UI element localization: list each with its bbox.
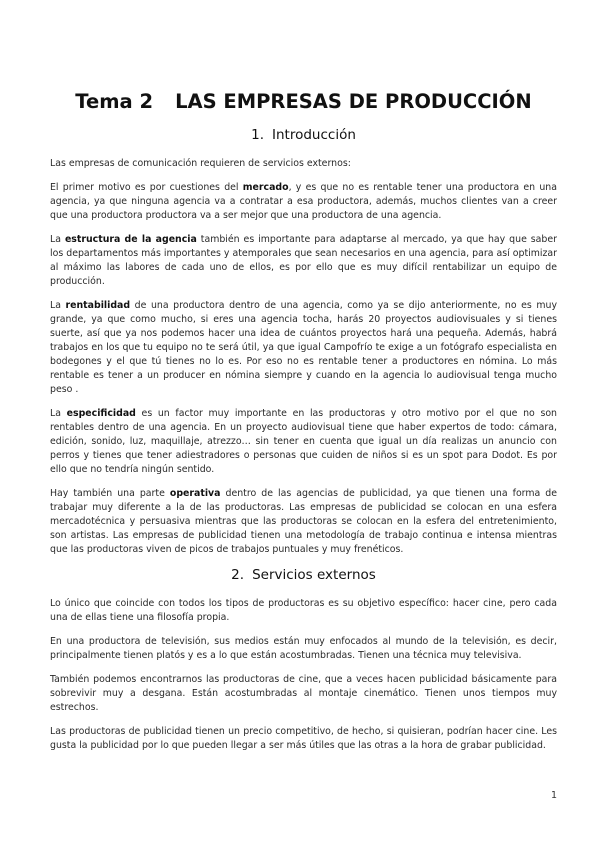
bold-term: mercado xyxy=(242,182,289,193)
text-run: dentro de las agencias de publicidad, ya que tienen una forma de trabajar muy diferente a la de las productoras. Las empresas de publicidad se colocan en una esfera mercadotécnica y persuasiva mientras que las productoras se colocan en la esfera del entretenimiento, son artistas. Las empresas de publicidad tienen una metodología de trabajo continua e intensa mientras que las productoras viven de picos de trabajos puntuales y muy frenéticos. xyxy=(50,488,557,555)
section-title: Servicios externos xyxy=(252,567,376,583)
section-number: 2. xyxy=(231,567,245,583)
text-run: Hay también una parte xyxy=(50,488,170,499)
text-run: es un factor muy importante en las productoras y otro motivo por el que no son rentables dentro de una agencia. En un proyecto audiovisual tiene que haber expertos de todo: cámara, edición, sonido, luz, maquillaje, atrezzo… sin tener en cuenta que igual un día realizas un anuncio con perros y tienes que tener adiestradores o personas que cuiden de niños si es un spot para Dodot. Es por ello que no tendría ningún sentido. xyxy=(50,408,558,475)
paragraph: Las empresas de comunicación requieren de servicios externos: xyxy=(50,158,351,169)
document-title xyxy=(50,90,557,113)
paragraph-mercado xyxy=(50,181,557,223)
text-run: El primer motivo es por cuestiones del xyxy=(50,182,243,193)
page-number: 1 xyxy=(551,790,558,801)
section-title: Introducción xyxy=(272,127,356,143)
title-number: Tema 2 xyxy=(75,90,154,113)
section-heading-introduccion xyxy=(50,127,557,143)
text-run: de una productora dentro de una agencia, como ya se dijo anteriormente, no es muy grande, ya que como mucho, si eres una agencia tocha, harás 20 proyectos audiovisuales y si tienes suerte, así que ya nos podemos hacer una idea de cuántos proyectos hará una pequeña. Además, habrá trabajos en los que tu equipo no te será útil, ya que igual Campofrío te exige a un fotógrafo especialista en bodegones y el que tú tienes no lo es. Por eso no es rentable tener a productores en nómina. Lo más rentable es tener a un producer en nómina siempre y cuando en la agencia lo audiovisual tenga mucho peso . xyxy=(50,300,557,395)
paragraph: También podemos encontrarnos las productoras de cine, que a veces hacen publicidad básicamente para sobrevivir muy a desgana. Están acostumbradas al montaje cinemático. Tienen unos tiempos muy estrechos. xyxy=(50,674,557,713)
text-run: La xyxy=(50,300,66,311)
bold-term: estructura de la agencia xyxy=(64,234,197,245)
bold-term: especificidad xyxy=(66,408,136,419)
section-heading-servicios-externos xyxy=(50,567,557,583)
paragraph: Lo único que coincide con todos los tipos de productoras es su objetivo específico: hacer cine, pero cada una de ellas tiene una filosofía propia. xyxy=(50,598,557,623)
section-number: 1. xyxy=(251,127,264,143)
text-run: también es importante para adaptarse al mercado, ya que hay que saber los departamentos más importantes y atemporales que sean necesarios en una agencia, para así optimizar al máximo las labores de cada uno de ellos, es por ello que es muy difícil rentabilizar un equipo de producción. xyxy=(50,234,558,287)
bold-term: operativa xyxy=(169,488,221,499)
bold-term: rentabilidad xyxy=(65,300,131,311)
paragraph: En una productora de televisión, sus medios están muy enfocados al mundo de la televisión, es decir, principalmente tienen platós y es a lo que están acostumbradas. Tienen una técnica muy televisiva. xyxy=(50,636,557,661)
paragraph-operativa xyxy=(50,487,557,557)
paragraph-rentabilidad xyxy=(50,299,557,397)
page-content xyxy=(50,90,557,763)
text-run: La xyxy=(50,234,65,245)
text-run: , y es que no es rentable tener una productora en una agencia, ya que ninguna agencia va a contratar a esa productora, además, muchos clientes van a creer que una productora productora va a ser mejor que una productora de una agencia. xyxy=(50,182,557,221)
paragraph-estructura xyxy=(50,233,557,289)
text-run: La xyxy=(50,408,67,419)
title-text: LAS EMPRESAS DE PRODUCCIÓN xyxy=(175,90,532,113)
paragraph-especificidad xyxy=(50,407,557,477)
paragraph: Las productoras de publicidad tienen un precio competitivo, de hecho, si quisieran, podrían hacer cine. Les gusta la publicidad por lo que pueden llegar a ser más útiles que las otras a la hora de grabar publicidad. xyxy=(50,726,557,751)
